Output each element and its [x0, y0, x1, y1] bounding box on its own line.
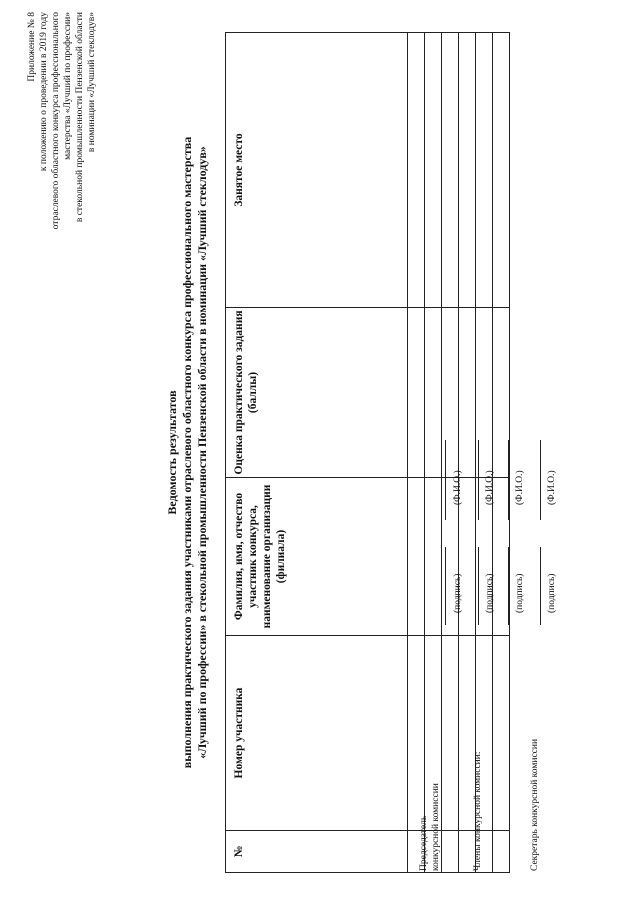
name-line: [478, 440, 479, 520]
members-label: Члены конкурсной комиссии:: [473, 751, 483, 871]
signature-caption: (подпись): [453, 573, 463, 613]
chairman-label-line: Председатель: [419, 815, 429, 871]
name-caption: (Ф.И.О.): [453, 470, 463, 505]
name-caption: (Ф.И.О.): [515, 470, 525, 505]
chairman-label: [418, 783, 442, 871]
name-line: [508, 440, 509, 520]
header-number: №: [226, 831, 408, 873]
header-full-name: Фамилия, имя, отчество участник конкурса, наименование организации (филиала): [226, 478, 408, 636]
signature-line: [540, 547, 541, 625]
secretary-label: Секретарь конкурсной комиссии: [530, 738, 540, 871]
appendix-line: в стекольной промышленности Пензенской области: [75, 12, 85, 223]
signature-caption: (подпись): [485, 573, 495, 613]
appendix-line: в номинации «Лучший стеклодув»: [87, 12, 97, 153]
name-caption: (Ф.И.О.): [485, 470, 495, 505]
appendix-line: мастерства «Лучший по профессии»: [63, 12, 73, 160]
title-line-3: «Лучший по профессии» в стекольной промышленности Пензенской области в номинации «Лучший стеклодув»: [195, 146, 209, 759]
chairman-label-line: конкурсной комиссии: [431, 783, 441, 871]
appendix-line: к положению о проведении в 2019 году: [39, 12, 49, 172]
signature-line: [508, 547, 509, 625]
signature-line: [478, 547, 479, 625]
signature-caption: (подпись): [515, 573, 525, 613]
appendix-line: отраслевого областного конкурса профессионального: [51, 12, 61, 230]
name-line: [540, 440, 541, 520]
name-line: [445, 440, 446, 520]
signature-line: [445, 547, 446, 625]
name-caption: (Ф.И.О.): [547, 470, 557, 505]
header-place: Занятое место: [226, 33, 408, 308]
header-score: Оценка практического задания (баллы): [226, 308, 408, 478]
appendix-line: Приложение № 8: [27, 12, 37, 82]
header-participant-number: Номер участника: [226, 636, 408, 831]
title-heading: Ведомость результатов: [165, 390, 179, 515]
signature-caption: (подпись): [547, 573, 557, 613]
title-line-2: выполнения практического задания участниками отраслевого областного конкурса профессионального мастерства: [180, 136, 194, 769]
